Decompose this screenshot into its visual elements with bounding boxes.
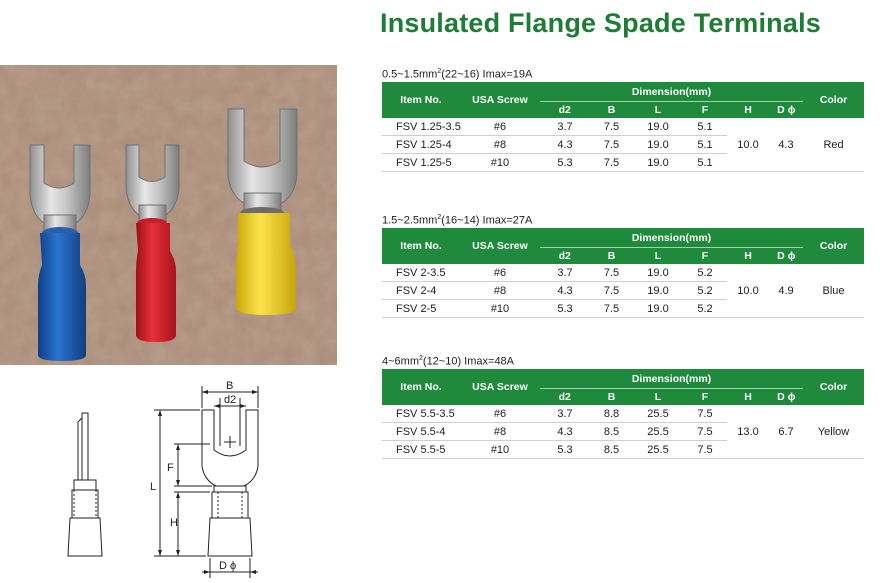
header-color: Color	[803, 82, 864, 118]
cell-usa-screw: #6	[460, 405, 540, 423]
cell-f: 7.5	[683, 441, 727, 459]
cell-d2: 3.7	[540, 264, 590, 282]
section-spec-label: $1.5\sim 2.5mm^2(16\sim 14)$ Imax=27A	[382, 214, 533, 227]
spade-terminal-technical-drawing	[60, 378, 320, 583]
cell-usa-screw: #8	[460, 282, 540, 300]
header-f: F	[683, 248, 727, 265]
cell-usa-screw: #10	[460, 300, 540, 318]
header-b: B	[590, 248, 633, 265]
cell-d2: 3.7	[540, 405, 590, 423]
cell-l: 19.0	[633, 282, 683, 300]
cell-d2: 4.3	[540, 136, 590, 154]
drawing-label-f: F	[167, 462, 174, 474]
cell-d-phi: 6.7	[769, 405, 803, 459]
header-color: Color	[803, 369, 864, 405]
cell-f: 5.2	[683, 282, 727, 300]
drawing-label-d-phi: D ϕ	[219, 560, 237, 572]
cell-f: 7.5	[683, 423, 727, 441]
spec-table	[382, 82, 864, 172]
header-f: F	[683, 102, 727, 119]
cell-b: 8.5	[590, 441, 633, 459]
header-b: B	[590, 389, 633, 406]
header-color: Color	[803, 228, 864, 264]
header-d2: d2	[540, 102, 590, 119]
cell-d-phi: 4.3	[769, 118, 803, 172]
cell-b: 8.5	[590, 423, 633, 441]
cell-l: 25.5	[633, 441, 683, 459]
cell-b: 7.5	[590, 136, 633, 154]
cell-item-no: FSV 5.5-4	[382, 423, 460, 441]
header-d2: d2	[540, 389, 590, 406]
header-d-phi: D ϕ	[769, 102, 803, 119]
header-h: H	[727, 389, 769, 406]
cell-l: 25.5	[633, 405, 683, 423]
header-b: B	[590, 102, 633, 119]
drawing-label-h: H	[170, 517, 178, 529]
section-spec-label: $0.5\sim 1.5mm^2(22\sim 16)$ Imax=19A	[382, 68, 533, 81]
page-title: Insulated Flange Spade Terminals	[380, 8, 822, 38]
spec-table	[382, 369, 864, 459]
cell-l: 19.0	[633, 300, 683, 318]
cell-d2: 5.3	[540, 441, 590, 459]
header-l: L	[633, 102, 683, 119]
cell-item-no: FSV 2-3.5	[382, 264, 460, 282]
cell-b: 7.5	[590, 300, 633, 318]
cell-color: Yellow	[803, 405, 864, 459]
cell-usa-screw: #8	[460, 136, 540, 154]
cell-h: 10.0	[727, 118, 769, 172]
cell-usa-screw: #10	[460, 441, 540, 459]
drawing-label-b: B	[226, 380, 234, 392]
header-usa-screw: USA Screw	[460, 228, 540, 264]
cell-usa-screw: #10	[460, 154, 540, 172]
drawing-label-d2: d2	[224, 394, 237, 406]
cell-item-no: FSV 5.5-5	[382, 441, 460, 459]
cell-item-no: FSV 2-5	[382, 300, 460, 318]
cell-d2: 4.3	[540, 282, 590, 300]
header-l: L	[633, 389, 683, 406]
cell-b: 7.5	[590, 118, 633, 136]
cell-l: 19.0	[633, 154, 683, 172]
cell-f: 5.1	[683, 154, 727, 172]
cell-f: 5.2	[683, 264, 727, 282]
cell-b: 7.5	[590, 264, 633, 282]
cell-b: 7.5	[590, 282, 633, 300]
spec-section	[382, 64, 864, 172]
header-h: H	[727, 102, 769, 119]
cell-item-no: FSV 1.25-5	[382, 154, 460, 172]
drawing-label-l: L	[150, 481, 157, 493]
cell-l: 19.0	[633, 136, 683, 154]
header-dimension: Dimension(mm)	[540, 228, 803, 248]
cell-h: 13.0	[727, 405, 769, 459]
cell-h: 10.0	[727, 264, 769, 318]
header-d-phi: D ϕ	[769, 389, 803, 406]
cell-b: 8.8	[590, 405, 633, 423]
cell-f: 5.1	[683, 136, 727, 154]
header-l: L	[633, 248, 683, 265]
cell-color: Blue	[803, 264, 864, 318]
cell-l: 25.5	[633, 423, 683, 441]
spec-table	[382, 228, 864, 318]
table-row	[382, 405, 864, 423]
cell-d2: 4.3	[540, 423, 590, 441]
spec-section	[382, 351, 864, 459]
cell-d2: 5.3	[540, 154, 590, 172]
header-dimension: Dimension(mm)	[540, 82, 803, 102]
cell-l: 19.0	[633, 264, 683, 282]
cell-item-no: FSV 5.5-3.5	[382, 405, 460, 423]
cell-item-no: FSV 2-4	[382, 282, 460, 300]
cell-item-no: FSV 1.25-3.5	[382, 118, 460, 136]
cell-d2: 5.3	[540, 300, 590, 318]
cell-usa-screw: #6	[460, 264, 540, 282]
header-dimension: Dimension(mm)	[540, 369, 803, 389]
cell-usa-screw: #8	[460, 423, 540, 441]
header-f: F	[683, 389, 727, 406]
cell-f: 5.1	[683, 118, 727, 136]
cell-b: 7.5	[590, 154, 633, 172]
cell-d-phi: 4.9	[769, 264, 803, 318]
header-item-no: Item No.	[382, 228, 460, 264]
header-item-no: Item No.	[382, 82, 460, 118]
header-usa-screw: USA Screw	[460, 369, 540, 405]
spec-section	[382, 210, 864, 318]
header-item-no: Item No.	[382, 369, 460, 405]
cell-item-no: FSV 1.25-4	[382, 136, 460, 154]
cell-f: 5.2	[683, 300, 727, 318]
cell-usa-screw: #6	[460, 118, 540, 136]
header-d2: d2	[540, 248, 590, 265]
section-spec-label: $4\sim 6mm^2(12\sim 10)$ Imax=48A	[382, 355, 515, 368]
cell-l: 19.0	[633, 118, 683, 136]
table-row	[382, 264, 864, 282]
cell-d2: 3.7	[540, 118, 590, 136]
cell-color: Red	[803, 118, 864, 172]
header-d-phi: D ϕ	[769, 248, 803, 265]
header-h: H	[727, 248, 769, 265]
cell-f: 7.5	[683, 405, 727, 423]
table-row	[382, 118, 864, 136]
header-usa-screw: USA Screw	[460, 82, 540, 118]
spade-terminals-photo	[0, 65, 337, 365]
